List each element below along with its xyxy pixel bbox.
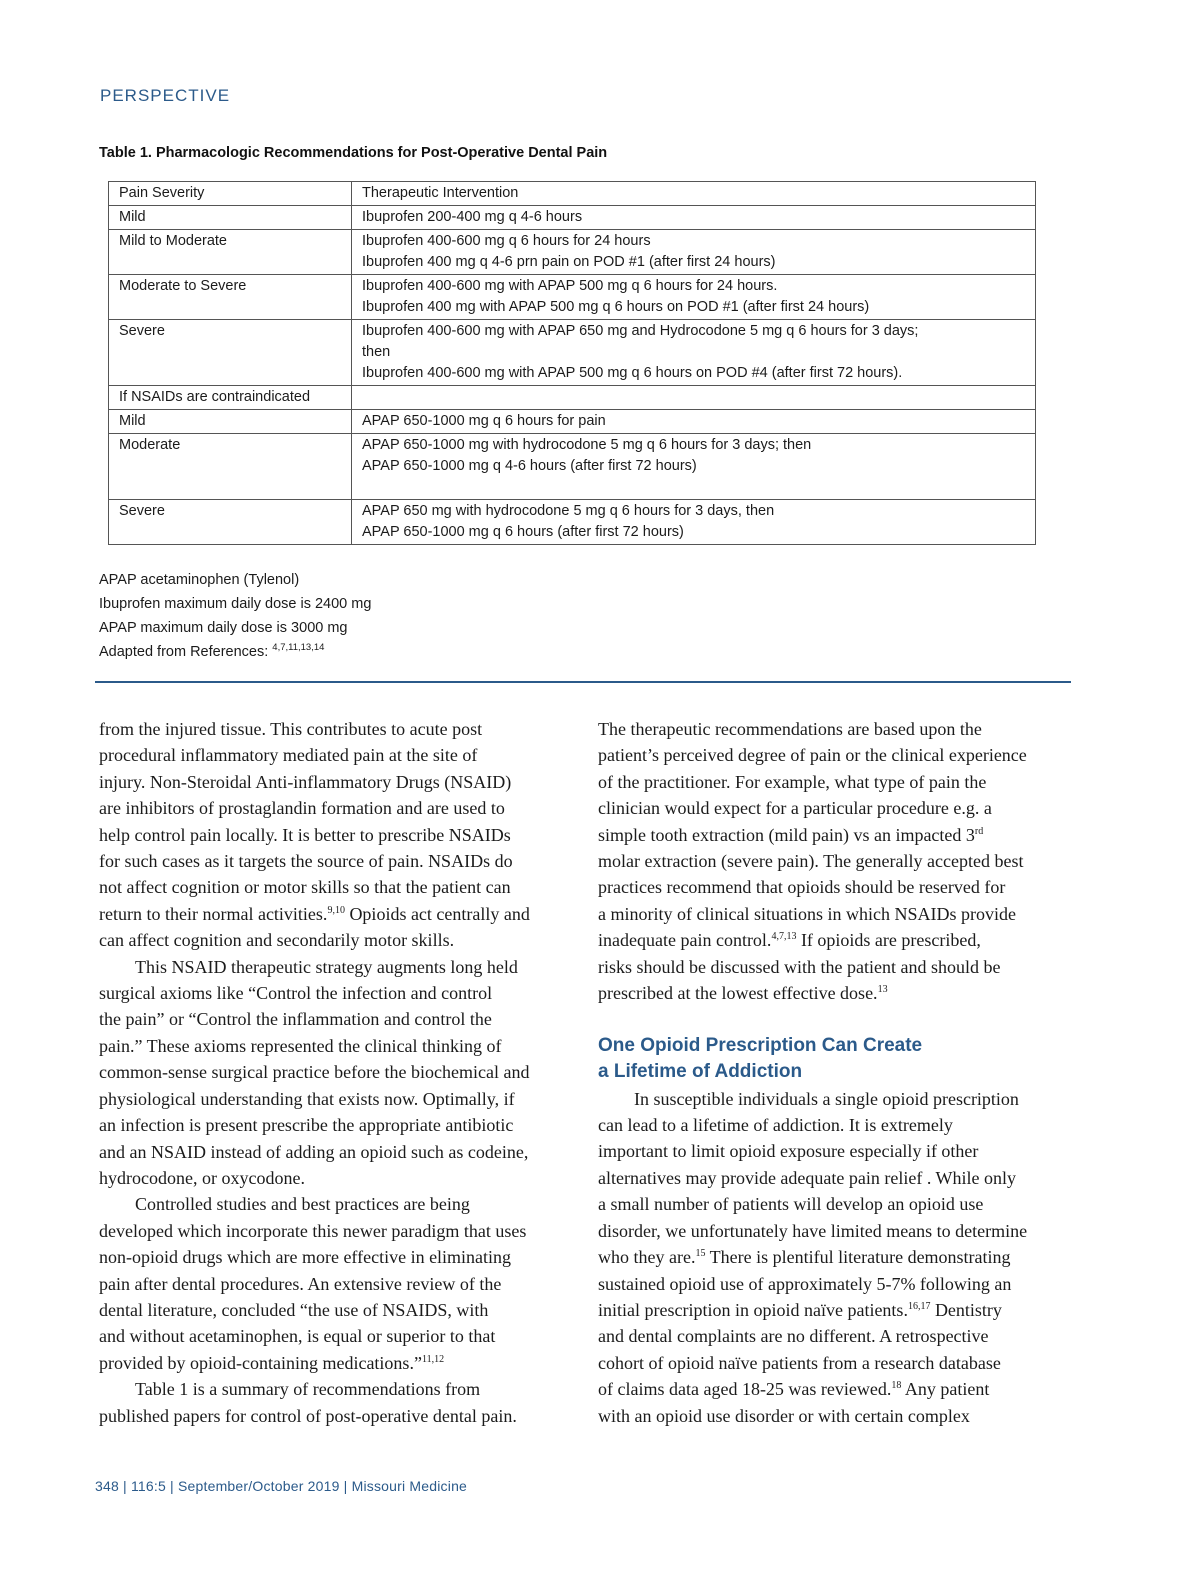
body-line: The therapeutic recommendations are based upon the: [598, 719, 982, 739]
section-heading-line-1: One Opioid Prescription Can Create: [598, 1034, 923, 1056]
section-heading-line-2: a Lifetime of Addiction: [598, 1061, 803, 1083]
body-line: alternatives may provide adequate pain relief . While only: [598, 1167, 1017, 1188]
table-row: [109, 434, 1036, 500]
body-line: important to limit opioid exposure especially if other: [598, 1141, 979, 1162]
body-text: return to their normal activities.: [99, 903, 328, 924]
citation: 9,10: [327, 904, 345, 916]
intervention-line: APAP 650-1000 mg q 4-6 hours (after first 72 hours): [362, 458, 697, 474]
body-text: who they are.: [598, 1247, 696, 1268]
body-line: and an NSAID instead of adding an opioid such as codeine,: [99, 1141, 529, 1162]
body-line: hydrocodone, or oxycodone.: [99, 1167, 305, 1188]
table-row-subheader: [109, 386, 1036, 410]
body-text: initial prescription in opioid naïve patients.: [598, 1299, 908, 1320]
body-text: of claims data aged 18-25 was reviewed.: [598, 1379, 892, 1400]
body-line: [598, 822, 1078, 848]
body-line: risks should be discussed with the patient and should be: [598, 956, 1001, 977]
body-line: not affect cognition or motor skills so that the patient can: [99, 877, 511, 898]
body-text: If opioids are prescribed,: [796, 930, 981, 951]
table-row: [109, 206, 1036, 230]
body-line: [598, 1244, 1078, 1270]
body-line: a minority of clinical situations in which NSAIDs provide: [598, 903, 1016, 924]
table-row: [109, 230, 1036, 275]
ordinal-suffix: rd: [974, 825, 984, 837]
body-line: [598, 1297, 1078, 1323]
body-text: Any patient: [901, 1379, 990, 1400]
body-line: from the injured tissue. This contributes to acute post: [99, 719, 483, 739]
body-line: and without acetaminophen, is equal or superior to that: [99, 1326, 496, 1347]
note-apap-max: APAP maximum daily dose is 3000 mg: [99, 620, 348, 636]
body-line: patient’s perceived degree of pain or the clinical experience: [598, 745, 1027, 766]
table-header-row: [109, 182, 1036, 206]
body-line: the pain” or “Control the inflammation and control the: [99, 1009, 492, 1030]
note-ibuprofen-max: Ibuprofen maximum daily dose is 2400 mg: [99, 596, 372, 612]
body-line: pain after dental procedures. An extensive review of the: [99, 1273, 502, 1294]
intervention-line: Ibuprofen 400-600 mg with APAP 500 mg q 6 hours for 24 hours.: [362, 278, 778, 294]
section-divider: [95, 681, 1071, 683]
severity-cell: Moderate to Severe: [109, 275, 352, 320]
body-line: developed which incorporate this newer paradigm that uses: [99, 1220, 527, 1241]
body-text: Dentistry: [930, 1299, 1002, 1320]
citation: 4,7,13: [771, 931, 797, 943]
body-line: pain.” These axioms represented the clinical thinking of: [99, 1035, 502, 1056]
table-row: [109, 410, 1036, 434]
body-line: cohort of opioid naïve patients from a research database: [598, 1352, 1001, 1373]
note-adapted-refs: 4,7,11,13,14: [272, 642, 325, 653]
section-label: PERSPECTIVE: [100, 86, 231, 105]
header-cell-severity: Pain Severity: [109, 182, 352, 206]
table-row: [109, 275, 1036, 320]
body-line: help control pain locally. It is better to prescribe NSAIDs: [99, 824, 511, 845]
citation: 13: [877, 984, 888, 996]
body-line: surgical axioms like “Control the infection and control: [99, 983, 493, 1004]
intervention-cell-empty: [352, 386, 1036, 410]
body-line: molar extraction (severe pain). The generally accepted best: [598, 851, 1024, 872]
body-line: practices recommend that opioids should be reserved for: [598, 877, 1006, 898]
intervention-cell: [352, 500, 1036, 545]
body-line: non-opioid drugs which are more effective in eliminating: [99, 1247, 512, 1268]
body-text: inadequate pain control.: [598, 930, 772, 951]
body-line: Table 1 is a summary of recommendations from: [135, 1379, 481, 1400]
intervention-line: Ibuprofen 400 mg q 4-6 prn pain on POD #1 (after first 24 hours): [362, 254, 776, 270]
note-apap: APAP acetaminophen (Tylenol): [99, 572, 300, 588]
intervention-cell: [352, 320, 1036, 386]
body-line: of the practitioner. For example, what type of pain the: [598, 771, 987, 792]
citation: 16,17: [907, 1300, 931, 1312]
table-notes: [99, 568, 371, 664]
citation: 18: [891, 1380, 902, 1392]
severity-cell: If NSAIDs are contraindicated: [109, 386, 352, 410]
intervention-cell: [352, 434, 1036, 500]
severity-cell: Mild to Moderate: [109, 230, 352, 275]
citation: 11,12: [421, 1353, 445, 1365]
intervention-cell: [352, 230, 1036, 275]
body-text: There is plentiful literature demonstrating: [705, 1247, 1011, 1268]
table-title: Table 1. Pharmacologic Recommendations for Post-Operative Dental Pain: [99, 145, 608, 161]
body-text: prescribed at the lowest effective dose.: [598, 983, 878, 1004]
body-line: injury. Non-Steroidal Anti-inflammatory Drugs (NSAID): [99, 771, 512, 792]
table-row: [109, 500, 1036, 545]
intervention-cell: [352, 410, 1036, 434]
body-line: [598, 980, 1078, 1006]
body-line: for such cases as it targets the source of pain. NSAIDs do: [99, 851, 513, 872]
intervention-line: Ibuprofen 400 mg with APAP 500 mg q 6 hours on POD #1 (after first 24 hours): [362, 299, 870, 315]
body-text: simple tooth extraction (mild pain) vs an impacted 3: [598, 824, 975, 845]
body-line: an infection is present prescribe the appropriate antibiotic: [99, 1115, 514, 1136]
intervention-cell: [352, 206, 1036, 230]
body-line: In susceptible individuals a single opioid prescription: [634, 1088, 1019, 1109]
severity-cell: Mild: [109, 206, 352, 230]
body-line: and dental complaints are no different. A retrospective: [598, 1326, 989, 1347]
intervention-line: Ibuprofen 200-400 mg q 4-6 hours: [362, 209, 583, 225]
right-column: [598, 716, 1078, 1429]
severity-cell: Moderate: [109, 434, 352, 500]
body-line: common-sense surgical practice before the biochemical and: [99, 1062, 530, 1083]
body-line: dental literature, concluded “the use of NSAIDS, with: [99, 1299, 489, 1320]
left-column: [99, 716, 577, 1429]
note-adapted-text: Adapted from References:: [99, 644, 273, 660]
intervention-cell: [352, 275, 1036, 320]
intervention-line: then: [362, 344, 391, 360]
body-line: published papers for control of post-operative dental pain.: [99, 1405, 517, 1426]
body-line: clinician would expect for a particular procedure e.g. a: [598, 798, 992, 819]
body-line: procedural inflammatory mediated pain at the site of: [99, 745, 478, 766]
intervention-line: APAP 650-1000 mg with hydrocodone 5 mg q 6 hours for 3 days; then: [362, 437, 812, 453]
intervention-line: APAP 650 mg with hydrocodone 5 mg q 6 hours for 3 days, then: [362, 503, 775, 519]
body-line: This NSAID therapeutic strategy augments long held: [135, 956, 518, 977]
severity-cell: Severe: [109, 500, 352, 545]
body-line: [598, 927, 1078, 953]
cell-spacer: [362, 477, 1025, 498]
body-line: are inhibitors of prostaglandin formation and are used to: [99, 798, 505, 819]
paragraph-gap: [598, 1006, 1078, 1032]
body-line: with an opioid use disorder or with certain complex: [598, 1405, 970, 1426]
intervention-line: Ibuprofen 400-600 mg q 6 hours for 24 hours: [362, 233, 651, 249]
body-line: can affect cognition and secondarily motor skills.: [99, 930, 455, 951]
body-text: Opioids act centrally and: [344, 903, 530, 924]
table-row: [109, 320, 1036, 386]
body-line: [99, 901, 577, 927]
body-line: [99, 1350, 577, 1376]
body-line: sustained opioid use of approximately 5-7% following an: [598, 1273, 1012, 1294]
intervention-line: APAP 650-1000 mg q 6 hours for pain: [362, 413, 606, 429]
body-line: can lead to a lifetime of addiction. It is extremely: [598, 1115, 953, 1136]
page-footer: 348 | 116:5 | September/October 2019 | Missouri Medicine: [95, 1478, 468, 1494]
note-adapted: [99, 640, 371, 664]
body-line: a small number of patients will develop an opioid use: [598, 1194, 984, 1215]
intervention-line: Ibuprofen 400-600 mg with APAP 650 mg and Hydrocodone 5 mg q 6 hours for 3 days;: [362, 323, 919, 339]
body-line: Controlled studies and best practices are being: [135, 1194, 470, 1215]
intervention-line: Ibuprofen 400-600 mg with APAP 500 mg q 6 hours on POD #4 (after first 72 hours).: [362, 365, 903, 381]
body-text: provided by opioid-containing medications.”: [99, 1352, 422, 1373]
citation: 15: [695, 1248, 706, 1260]
recommendations-table: [108, 181, 1036, 545]
header-cell-intervention: Therapeutic Intervention: [352, 182, 1036, 206]
severity-cell: Severe: [109, 320, 352, 386]
body-line: [598, 1376, 1078, 1402]
severity-cell: Mild: [109, 410, 352, 434]
intervention-line: APAP 650-1000 mg q 6 hours (after first 72 hours): [362, 524, 684, 540]
body-line: disorder, we unfortunately have limited means to determine: [598, 1220, 1028, 1241]
body-line: physiological understanding that exists now. Optimally, if: [99, 1088, 515, 1109]
